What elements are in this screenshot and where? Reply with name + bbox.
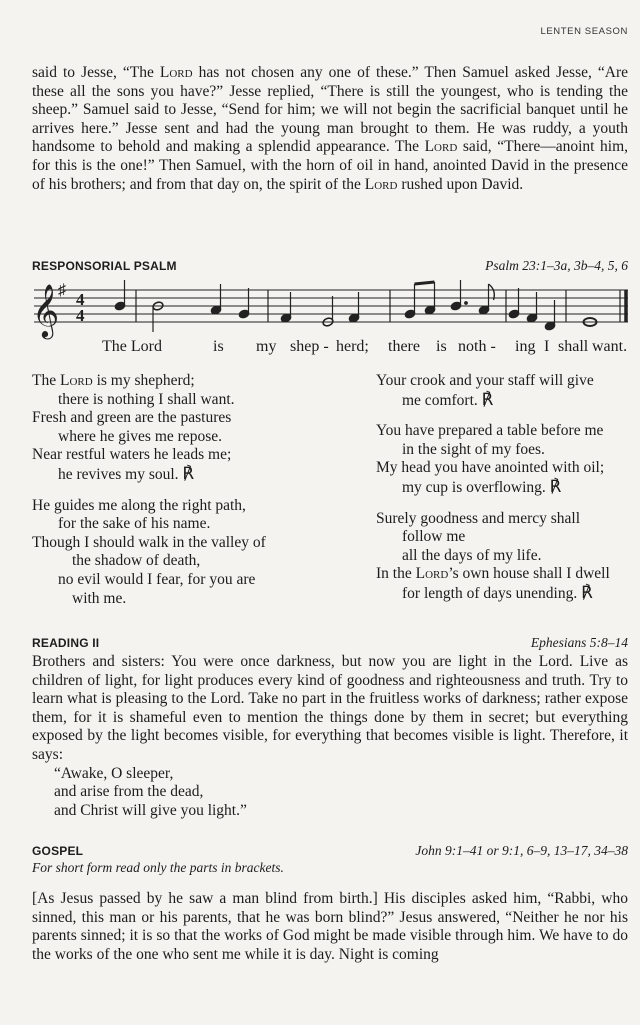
response-icon: ℟ <box>581 582 593 602</box>
lyric: there <box>388 338 420 355</box>
time-signature-top: 4 <box>76 290 85 309</box>
note-quarter <box>508 288 520 319</box>
reading-two-heading: READING II <box>32 636 100 650</box>
note-quarter <box>210 284 222 315</box>
reading-one-end <box>32 64 628 194</box>
psalm-stanza: The Lord is my shepherd; there is nothing I shall want. Fresh and green are the pastures where he gives me repose. Near restful waters he leads me; he revives my soul. ℟ <box>32 372 235 483</box>
lord-small-caps: Lord <box>364 175 398 193</box>
lyric: I <box>544 338 550 355</box>
running-head: LENTEN SEASON <box>540 26 628 37</box>
lyric: shep - <box>290 338 329 355</box>
gospel-citation: John 9:1–41 or 9:1, 6–9, 13–17, 34–38 <box>415 843 628 858</box>
lyric: The Lord <box>102 338 162 355</box>
reading-one-text: said to Jesse, “The Lord has not chosen any one of these.” Then Samuel asked Jesse, “Are these all the sons you have?” Jesse replied, “There is still the youngest, who is tending the sheep.” Samuel said to Jesse, “Send for him; we will not begin the sacrificial banquet until he arrives here.” Jesse sent and had the young man brought to them. He was ruddy, a youth handsome to behold and making a splendid appearance. The Lord said, “There—anoint him, for this is the one!” Then Samuel, with the horn of oil in hand, anointed David in the presence of his brothers; and from that day on, the spirit of the Lord rushed upon David. <box>32 64 629 193</box>
reading-two-text: Brothers and sisters: You were once darkness, but now you are light in the Lord. Live as children of light, for light produces every kind of goodness and righteousness and truth. Try to learn what is pleasing to the Lord. Take no part in the fruitless works of darkness; rather expose them, for it is shameful even to mention the things done by them in secret; but everything exposed by the light becomes visible, for everything that becomes visible is light. Therefore, it says: <box>32 653 628 763</box>
gospel <box>32 843 628 964</box>
psalm-right-column <box>330 372 628 620</box>
reading-two-heading-row <box>32 635 628 651</box>
lyric: is <box>436 338 447 355</box>
response-icon: ℟ <box>182 463 195 483</box>
lord-small-caps: Lord <box>159 64 193 81</box>
gospel-short-form-note: For short form read only the parts in brackets. <box>32 860 284 875</box>
psalm-heading-row <box>32 258 628 274</box>
note-quarter <box>526 292 538 323</box>
lyric: is <box>213 338 224 355</box>
reading-two-citation: Ephesians 5:8–14 <box>530 635 628 650</box>
lord-small-caps: Lord <box>424 138 458 156</box>
gospel-text: [As Jesus passed by he saw a man blind from birth.] His disciples asked him, “Rabbi, who sinned, this man or his parents, that he was born blind?” Jesus answered, “Neither he nor his parents sinned; it is so that the works of God might be made visible through him. We have to do the works of the one who sent me while it is day. Night is coming <box>32 890 628 963</box>
lyrics <box>102 338 627 355</box>
note-quarter <box>544 300 556 331</box>
response-icon: ℟ <box>481 389 494 409</box>
lyric: herd; <box>336 338 369 355</box>
note-quarter <box>114 280 126 311</box>
reading-two-quote: “Awake, O sleeper, and arise from the dead, and Christ will give you light.” <box>54 764 247 819</box>
psalm-stanza: You have prepared a table before me in the sight of my foes. My head you have anointed with oil; my cup is overflowing. ℟ <box>376 422 605 496</box>
note-quarter <box>280 292 292 323</box>
time-signature-bottom: 4 <box>76 306 85 325</box>
note-quarter <box>348 292 360 323</box>
psalm-response-music <box>28 276 632 360</box>
psalm-stanza: He guides me along the right path, for the sake of his name. Though I should walk in the valley of the shadow of death, no evil would I fear, for you are with me. <box>32 496 266 607</box>
reading-two <box>32 635 628 820</box>
note-eighth <box>478 284 494 315</box>
psalm-verses <box>32 372 628 620</box>
note-quarter <box>238 288 250 319</box>
lyric: ing <box>515 338 536 355</box>
psalm-heading: RESPONSORIAL PSALM <box>32 259 177 273</box>
psalm-left-column <box>32 372 330 620</box>
psalm-citation: Psalm 23:1–3a, 3b–4, 5, 6 <box>485 258 628 273</box>
lyric: want. <box>592 338 628 355</box>
gospel-heading: GOSPEL <box>32 844 84 858</box>
psalm-stanza: Surely goodness and mercy shall follow me all the days of my life. In the Lord’s own house shall I dwell for length of days unending. ℟ <box>376 509 610 602</box>
lyric: my <box>256 338 277 355</box>
psalm-stanza: Your crook and your staff will give me comfort. ℟ <box>376 372 594 409</box>
lyric: shall <box>558 338 589 355</box>
sharp-icon: ♯ <box>58 282 66 299</box>
treble-clef-icon: 𝄞 <box>32 285 60 336</box>
lyric: noth - <box>458 338 496 355</box>
gospel-heading-row <box>32 843 628 859</box>
response-icon: ℟ <box>549 476 562 496</box>
